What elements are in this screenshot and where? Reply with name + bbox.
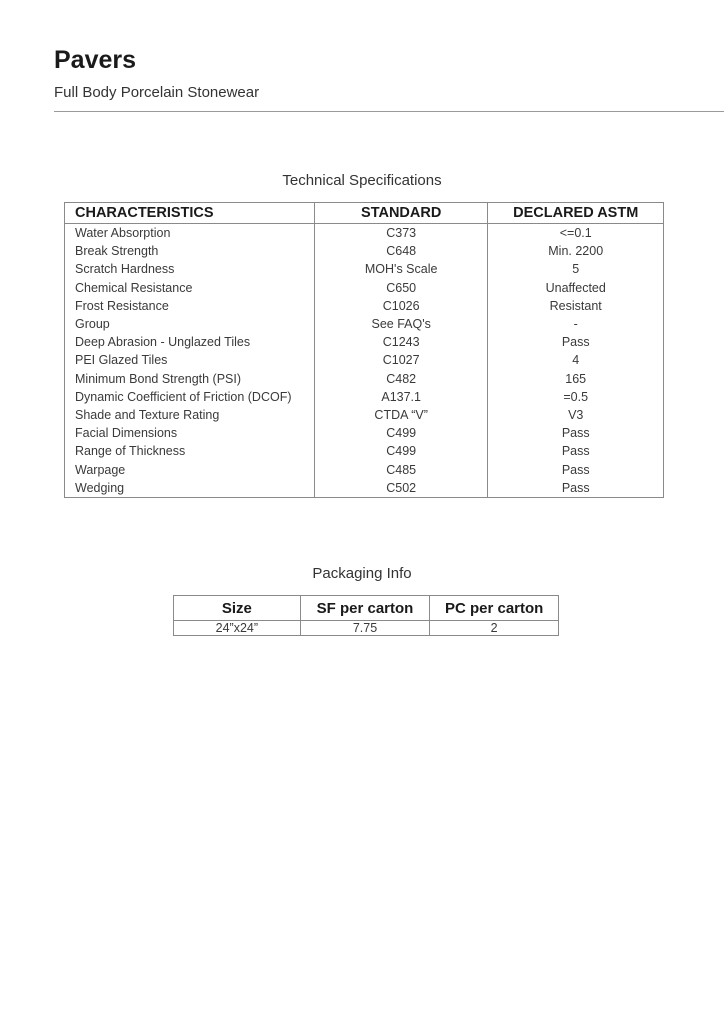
characteristic-cell: Deep Abrasion - Unglazed Tiles <box>65 333 315 351</box>
standard-cell: C485 <box>314 460 488 478</box>
standard-cell: C650 <box>314 279 488 297</box>
characteristic-cell: Wedging <box>65 479 315 498</box>
table-row <box>65 242 664 260</box>
declared-astm-cell: V3 <box>488 406 664 424</box>
column-header-characteristics: CHARACTERISTICS <box>65 203 315 224</box>
standard-cell: MOH's Scale <box>314 260 488 278</box>
declared-astm-cell: 165 <box>488 370 664 388</box>
characteristic-cell: Break Strength <box>65 242 315 260</box>
table-row <box>65 406 664 424</box>
declared-astm-cell: Pass <box>488 424 664 442</box>
column-header-declared-astm: DECLARED ASTM <box>488 203 664 224</box>
table-header-row <box>174 596 559 621</box>
table-row <box>65 388 664 406</box>
declared-astm-cell: Pass <box>488 479 664 498</box>
column-header-sf-per-carton: SF per carton <box>300 596 430 621</box>
declared-astm-cell: 5 <box>488 260 664 278</box>
characteristic-cell: Scratch Hardness <box>65 260 315 278</box>
pc-per-carton-cell: 2 <box>430 621 559 636</box>
declared-astm-cell: 4 <box>488 351 664 369</box>
declared-astm-cell: Min. 2200 <box>488 242 664 260</box>
table-row <box>174 621 559 636</box>
characteristic-cell: Range of Thickness <box>65 442 315 460</box>
characteristic-cell: Minimum Bond Strength (PSI) <box>65 370 315 388</box>
table-row <box>65 333 664 351</box>
table-row <box>65 224 664 243</box>
table-row <box>65 424 664 442</box>
standard-cell: C482 <box>314 370 488 388</box>
standard-cell: C373 <box>314 224 488 243</box>
column-header-pc-per-carton: PC per carton <box>430 596 559 621</box>
standard-cell: C499 <box>314 442 488 460</box>
standard-cell: C1243 <box>314 333 488 351</box>
characteristic-cell: Water Absorption <box>65 224 315 243</box>
packaging-info-title: Packaging Info <box>312 565 412 582</box>
sf-per-carton-cell: 7.75 <box>300 621 430 636</box>
page-subtitle: Full Body Porcelain Stonewear <box>54 84 260 101</box>
declared-astm-cell: =0.5 <box>488 388 664 406</box>
technical-specs-title: Technical Specifications <box>282 172 442 189</box>
column-header-standard: STANDARD <box>314 203 488 224</box>
page-title: Pavers <box>54 46 137 74</box>
declared-astm-cell: <=0.1 <box>488 224 664 243</box>
header-divider <box>54 111 724 112</box>
declared-astm-cell: Pass <box>488 333 664 351</box>
standard-cell: CTDA “V” <box>314 406 488 424</box>
standard-cell: C1026 <box>314 297 488 315</box>
table-row <box>65 479 664 498</box>
standard-cell: A137.1 <box>314 388 488 406</box>
table-row <box>65 351 664 369</box>
standard-cell: C502 <box>314 479 488 498</box>
characteristic-cell: Chemical Resistance <box>65 279 315 297</box>
characteristic-cell: Dynamic Coefficient of Friction (DCOF) <box>65 388 315 406</box>
characteristic-cell: Shade and Texture Rating <box>65 406 315 424</box>
declared-astm-cell: Pass <box>488 442 664 460</box>
table-header-row <box>65 203 664 224</box>
column-header-size: Size <box>174 596 301 621</box>
standard-cell: See FAQ's <box>314 315 488 333</box>
characteristic-cell: Frost Resistance <box>65 297 315 315</box>
characteristic-cell: Group <box>65 315 315 333</box>
standard-cell: C499 <box>314 424 488 442</box>
characteristic-cell: Facial Dimensions <box>65 424 315 442</box>
packaging-info-table <box>173 595 559 636</box>
size-cell: 24”x24” <box>174 621 301 636</box>
characteristic-cell: PEI Glazed Tiles <box>65 351 315 369</box>
declared-astm-cell: - <box>488 315 664 333</box>
standard-cell: C648 <box>314 242 488 260</box>
table-row <box>65 260 664 278</box>
declared-astm-cell: Unaffected <box>488 279 664 297</box>
characteristic-cell: Warpage <box>65 460 315 478</box>
table-row <box>65 297 664 315</box>
table-row <box>65 279 664 297</box>
table-row <box>65 315 664 333</box>
declared-astm-cell: Resistant <box>488 297 664 315</box>
declared-astm-cell: Pass <box>488 460 664 478</box>
table-row <box>65 460 664 478</box>
table-row <box>65 442 664 460</box>
table-row <box>65 370 664 388</box>
technical-specs-table <box>64 202 664 498</box>
standard-cell: C1027 <box>314 351 488 369</box>
